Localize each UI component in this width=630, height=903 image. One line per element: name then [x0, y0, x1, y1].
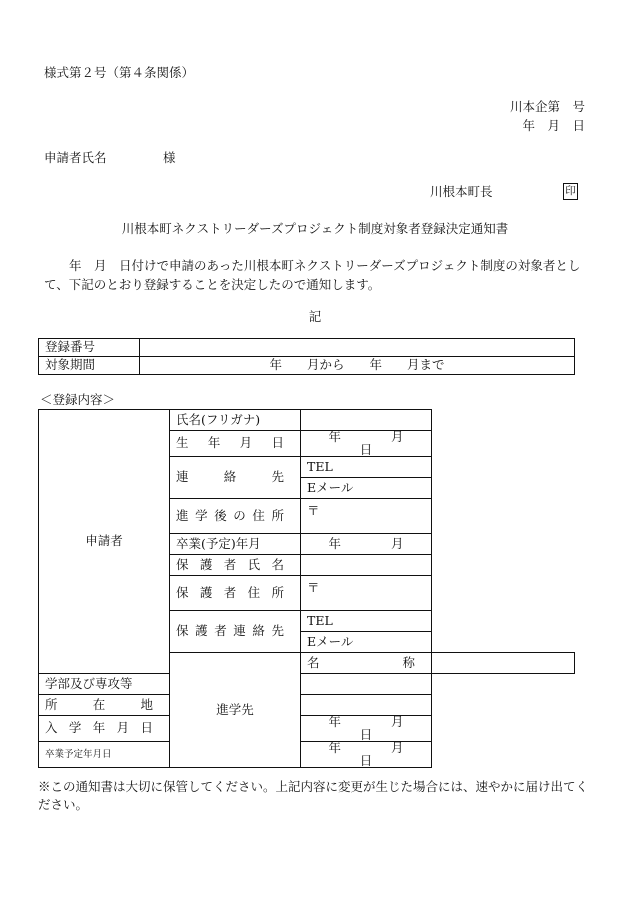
graduation-label: 卒業(予定)年月 — [170, 534, 301, 555]
post-address-label: 進 学 後 の 住 所 — [170, 499, 301, 534]
birthdate-label: 生 年 月 日 — [170, 431, 301, 457]
guardian-name-field[interactable] — [301, 555, 432, 576]
name-label: 氏名(フリガナ) — [170, 410, 301, 431]
table-row — [39, 357, 575, 375]
contact-label: 連 絡 先 — [170, 457, 301, 499]
tel-field[interactable]: TEL — [301, 457, 432, 478]
footer-note: ※この通知書は大切に保管してください。上記内容に変更が生じた場合には、速やかに届け出てください。 — [38, 779, 589, 812]
graduation-field[interactable]: 年 月 — [301, 534, 432, 555]
document-number: 川本企第 号 — [509, 99, 585, 114]
table-row — [39, 410, 575, 431]
guardian-tel-field[interactable]: TEL — [301, 611, 432, 632]
ki-marker: 記 — [308, 309, 322, 324]
name-field[interactable] — [301, 410, 432, 431]
expected-graduation-label: 卒業予定年月日 — [39, 742, 170, 768]
guardian-name-label: 保 護 者 氏 名 — [170, 555, 301, 576]
table-row — [39, 742, 575, 768]
registration-number-field[interactable] — [140, 339, 575, 357]
content-heading: ＜登録内容＞ — [40, 392, 116, 407]
school-group-label: 進学先 — [170, 653, 301, 768]
period-field[interactable]: 年 月から 年 月まで — [140, 357, 575, 375]
entry-date-label: 入 学 年 月 日 — [39, 716, 170, 742]
entry-date-field[interactable]: 年 月 日 — [301, 716, 432, 742]
postal-mark: 〒 — [307, 502, 320, 518]
school-name-field[interactable] — [432, 653, 575, 674]
form-number: 様式第２号（第４条関係） — [44, 65, 195, 80]
school-location-field[interactable] — [301, 695, 432, 716]
school-name-label: 名 称 — [301, 653, 432, 674]
postal-mark: 〒 — [307, 579, 320, 595]
guardian-contact-label: 保 護 者 連 絡 先 — [170, 611, 301, 653]
document-date: 年 月 日 — [522, 118, 585, 133]
guardian-email-field[interactable]: Eメール — [301, 632, 432, 653]
email-field[interactable]: Eメール — [301, 478, 432, 499]
post-address-field[interactable] — [301, 499, 432, 534]
body-paragraph: 年 月 日付けで申請のあった川根本町ネクストリーダーズプロジェクト制度の対象者として、下記のとおり登録することを決定したので通知します。 — [44, 258, 581, 292]
table-row — [39, 716, 575, 742]
department-label: 学部及び専攻等 — [39, 674, 170, 695]
table-row — [39, 339, 575, 357]
guardian-address-field[interactable] — [301, 576, 432, 611]
document-title: 川根本町ネクストリーダーズプロジェクト制度対象者登録決定通知書 — [121, 221, 509, 236]
applicant-honorific: 様 — [163, 150, 176, 165]
seal-stamp: 印 — [563, 183, 578, 200]
applicant-group-label: 申請者 — [39, 410, 170, 674]
content-table — [38, 409, 575, 768]
guardian-address-label: 保 護 者 住 所 — [170, 576, 301, 611]
applicant-name-label: 申請者氏名 — [44, 150, 107, 165]
department-field[interactable] — [301, 674, 432, 695]
expected-graduation-field[interactable]: 年 月 日 — [301, 742, 432, 768]
mayor-title: 川根本町長 — [430, 184, 493, 199]
table-row — [39, 674, 575, 695]
registration-table — [38, 338, 575, 375]
birthdate-field[interactable]: 年 月 日 — [301, 431, 432, 457]
registration-number-label: 登録番号 — [39, 339, 140, 357]
table-row — [39, 695, 575, 716]
period-label: 対象期間 — [39, 357, 140, 375]
school-location-label: 所 在 地 — [39, 695, 170, 716]
